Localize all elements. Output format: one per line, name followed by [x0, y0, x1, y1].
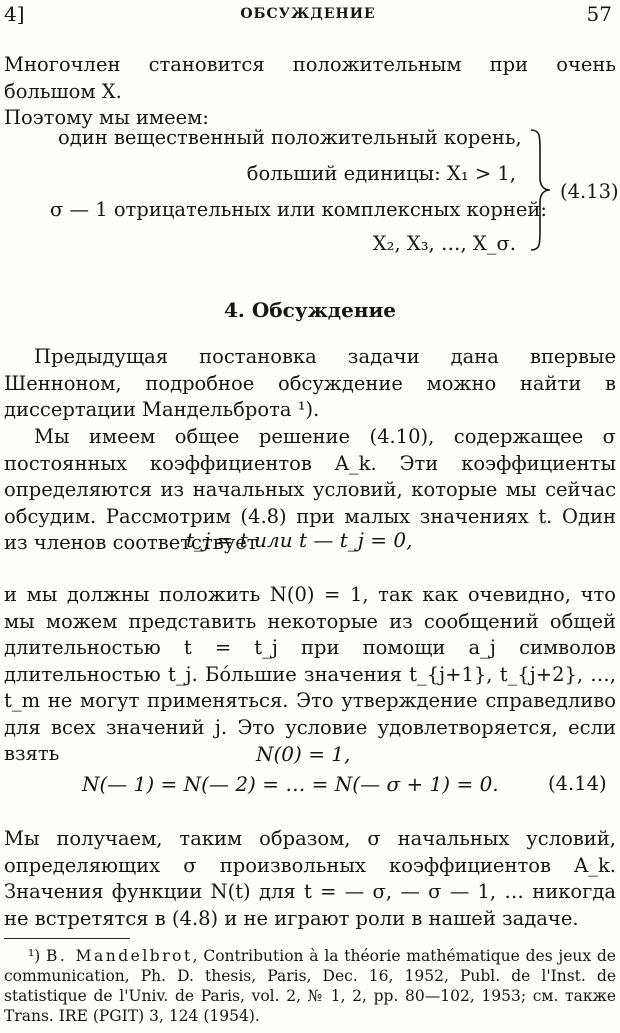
- footnote-rule: [4, 938, 130, 939]
- paragraph-4: [4, 826, 616, 932]
- section-marker: 4]: [4, 2, 25, 26]
- paragraph-3-text: и мы должны положить N(0) = 1, так как очевидно, что мы можем представить некоторые из сообщений общей длительностью t = t_j при помощи a_j символов длительностью t_j. Бóльшие значения t_{j+1}, t_{j+2}, …, t_m не могут применяться. Это утверждение справедливо для всех значений j. Это условие удовлетворяется, если взять: [4, 583, 616, 765]
- paragraph-4-text: Мы получаем, таким образом, σ начальных условий, определяющих σ произвольных коэффициентов A_k. Значения функции N(t) для t = — σ, — σ — 1, … никогда не встретятся в (4.8) и не играют роли в нашей задаче.: [4, 827, 616, 930]
- intro-line-1: Многочлен становится положительным при очень большом X.: [4, 53, 616, 103]
- right-brace-icon: [528, 126, 554, 254]
- system-line-1: один вещественный положительный корень,: [58, 126, 522, 149]
- paragraph-1: [4, 344, 616, 424]
- intro-paragraph: [4, 52, 616, 132]
- paragraph-2-text: Мы имеем общее решение (4.10), содержащее σ постоянных коэффициентов A_k. Эти коэффициенты определяются из начальных условий, которые мы сейчас обсудим. Рассмотрим (4.8) при малых значениях t. Один из членов соответствует: [4, 425, 616, 554]
- equation-number-4-13: (4.13): [560, 180, 619, 203]
- system-line-2: больший единицы: X₁ > 1,: [246, 162, 516, 185]
- paragraph-1-text: Предыдущая постановка задачи дана впервые Шенноном, подробное обсуждение можно найти в диссертации Мандельброта ¹).: [4, 345, 616, 421]
- system-line-3: σ — 1 отрицательных или комплексных корней:: [50, 198, 547, 221]
- footnote-marker: ¹): [28, 947, 41, 965]
- system-line-4: X₂, X₃, …, X_σ.: [372, 232, 516, 255]
- roots-system: [0, 126, 620, 266]
- equation-4-14-line-1: N(0) = 1,: [256, 742, 351, 766]
- running-title: ОБСУЖДЕНИЕ: [240, 6, 376, 22]
- section-heading: 4. Обсуждение: [223, 298, 397, 322]
- paragraph-3: [4, 582, 616, 768]
- page-number: 57: [586, 2, 612, 26]
- footnote-text: , Contribution à la théorie mathématique des jeux de communication, Ph. D. thesis, Paris, Dec. 16, 1952, Publ. de l'Inst. de statistique de l'Univ. de Paris, vol. 2, № 1, 2, pp. 80—102, 1953; см. также Trans. IRE (PGIT) 3, 124 (1954).: [4, 947, 616, 1025]
- footnote: [4, 946, 616, 1026]
- intro-line-2: Поэтому мы имеем:: [4, 106, 209, 129]
- equation-4-14-line-2: N(— 1) = N(— 2) = … = N(— σ + 1) = 0.: [82, 772, 499, 796]
- equation-tj: t_j = t или t — t_j = 0,: [186, 528, 413, 552]
- equation-number-4-14: (4.14): [548, 772, 607, 795]
- footnote-author: B. Mandelbrot: [46, 947, 193, 965]
- running-header: [4, 2, 612, 32]
